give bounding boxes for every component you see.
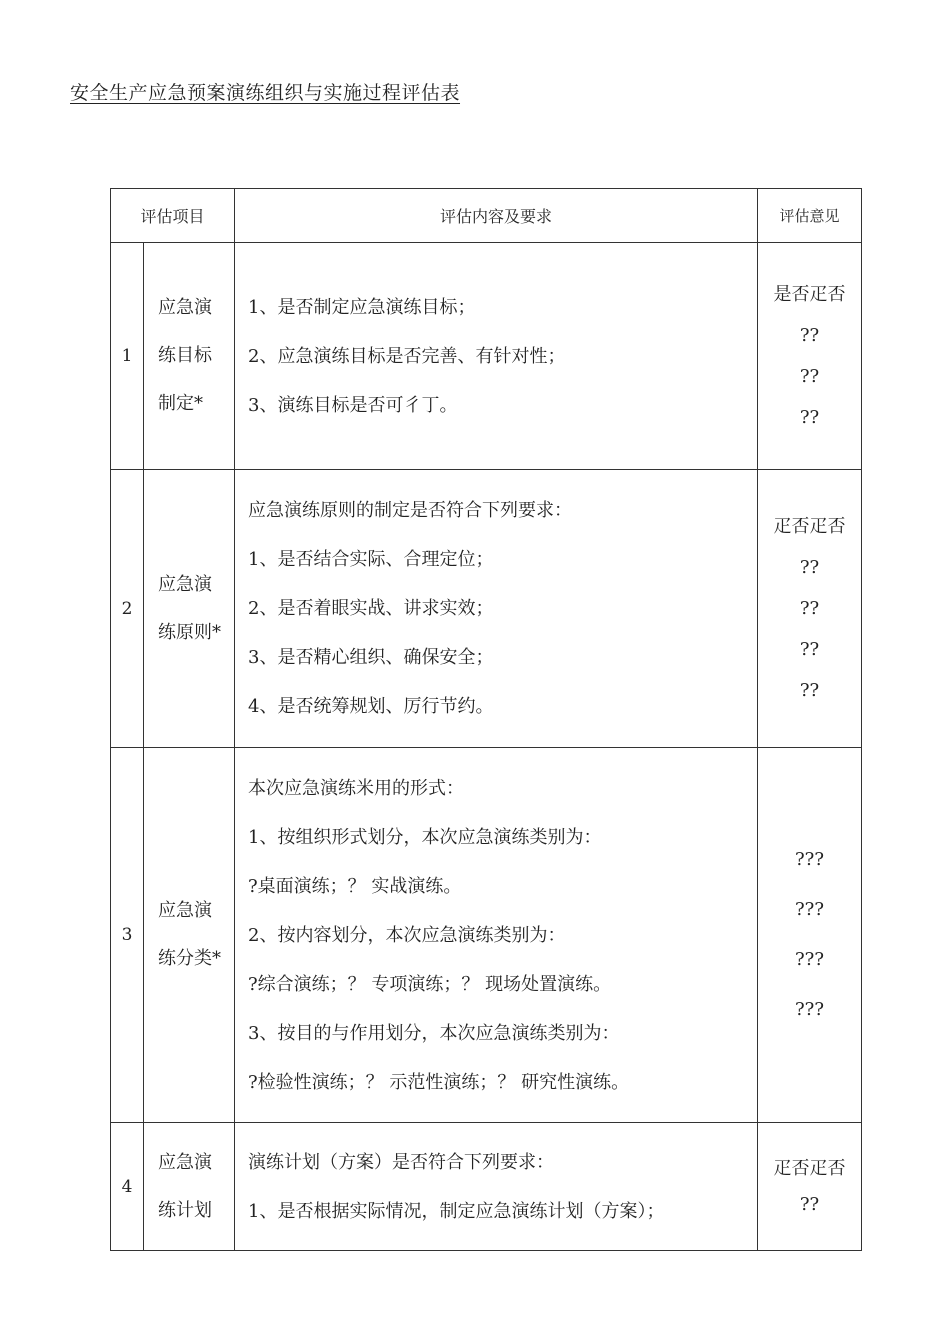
opinion-line: ?? xyxy=(799,325,820,346)
table-row xyxy=(111,748,862,1123)
evaluation-content xyxy=(235,243,758,470)
content-line: 3、按目的与作用划分，本次应急演练类别为： xyxy=(248,1022,620,1044)
opinion-line: ??? xyxy=(795,849,824,870)
content-line: 1、按组织形式划分，本次应急演练类别为： xyxy=(248,826,602,848)
header-item: 评估项目 xyxy=(111,189,235,243)
item-line: 应急演 xyxy=(158,900,212,921)
content-line: 2、是否着眼实战、讲求实效； xyxy=(248,598,494,619)
evaluation-opinion xyxy=(758,470,862,748)
item-line: 应急演 xyxy=(158,297,212,318)
item-line: 练分类* xyxy=(158,948,221,969)
evaluation-opinion xyxy=(758,748,862,1123)
item-line: 练计划 xyxy=(158,1199,212,1221)
table-row xyxy=(111,1123,862,1251)
content-line: 应急演练原则的制定是否符合下列要求： xyxy=(248,500,573,521)
item-line: 练原则* xyxy=(158,621,221,643)
item-line: 练目标 xyxy=(158,345,212,366)
opinion-line: ?? xyxy=(799,366,820,387)
evaluation-content xyxy=(235,1123,758,1251)
content-line: ?桌面演练；？ 实战演练。 xyxy=(248,875,462,897)
evaluation-item xyxy=(144,748,235,1123)
evaluation-item xyxy=(144,1123,235,1251)
content-line: 1、是否根据实际情况，制定应急演练计划（方案）； xyxy=(248,1200,665,1222)
item-line: 应急演 xyxy=(158,1151,212,1173)
content-line: 3、是否精心组织、确保安全； xyxy=(248,647,494,668)
content-line: 1、是否结合实际、合理定位； xyxy=(248,549,494,570)
opinion-line: ?? xyxy=(799,598,820,619)
row-number: 2 xyxy=(111,470,144,748)
content-line: ?检验性演练；？ 示范性演练；？ 研究性演练。 xyxy=(248,1071,630,1093)
table-row xyxy=(111,243,862,470)
row-number: 4 xyxy=(111,1123,144,1251)
row-number: 3 xyxy=(111,748,144,1123)
header-content: 评估内容及要求 xyxy=(235,189,758,243)
content-line: 演练计划（方案）是否符合下列要求： xyxy=(248,1151,555,1173)
opinion-line: 是否疋否 xyxy=(773,284,846,305)
opinion-line: ??? xyxy=(795,899,824,920)
opinion-line: 疋否疋否 xyxy=(773,1157,846,1179)
evaluation-opinion xyxy=(758,1123,862,1251)
header-opinion: 评估意见 xyxy=(758,189,862,243)
opinion-line: ?? xyxy=(799,680,820,701)
content-line: ?综合演练；？ 专项演练；？ 现场处置演练。 xyxy=(248,973,612,995)
header-row xyxy=(111,189,862,243)
item-line: 应急演 xyxy=(158,573,212,595)
evaluation-content xyxy=(235,470,758,748)
content-line: 2、按内容划分，本次应急演练类别为： xyxy=(248,924,566,946)
evaluation-item xyxy=(144,470,235,748)
opinion-line: ?? xyxy=(799,639,820,660)
evaluation-content xyxy=(235,748,758,1123)
opinion-line: ?? xyxy=(799,557,820,578)
evaluation-item xyxy=(144,243,235,470)
item-line: 制定* xyxy=(158,393,203,414)
content-line: 3、演练目标是否可彳丁。 xyxy=(248,394,458,416)
opinion-line: ??? xyxy=(795,949,824,970)
content-line: 1、是否制定应急演练目标； xyxy=(248,296,476,318)
content-line: 4、是否统筹规划、厉行节约。 xyxy=(248,696,494,717)
document-title: 安全生产应急预案演练组织与实施过程评估表 xyxy=(70,82,461,104)
opinion-line: ?? xyxy=(799,407,820,428)
evaluation-opinion xyxy=(758,243,862,470)
content-line: 2、应急演练目标是否完善、有针对性； xyxy=(248,345,566,367)
opinion-line: 疋否疋否 xyxy=(773,516,846,537)
opinion-line: ??? xyxy=(795,999,824,1020)
content-line: 本次应急演练米用的形式： xyxy=(248,777,465,799)
table-row xyxy=(111,470,862,748)
row-number: 1 xyxy=(111,243,144,470)
evaluation-table xyxy=(110,188,862,1251)
opinion-line: ?? xyxy=(799,1193,820,1215)
